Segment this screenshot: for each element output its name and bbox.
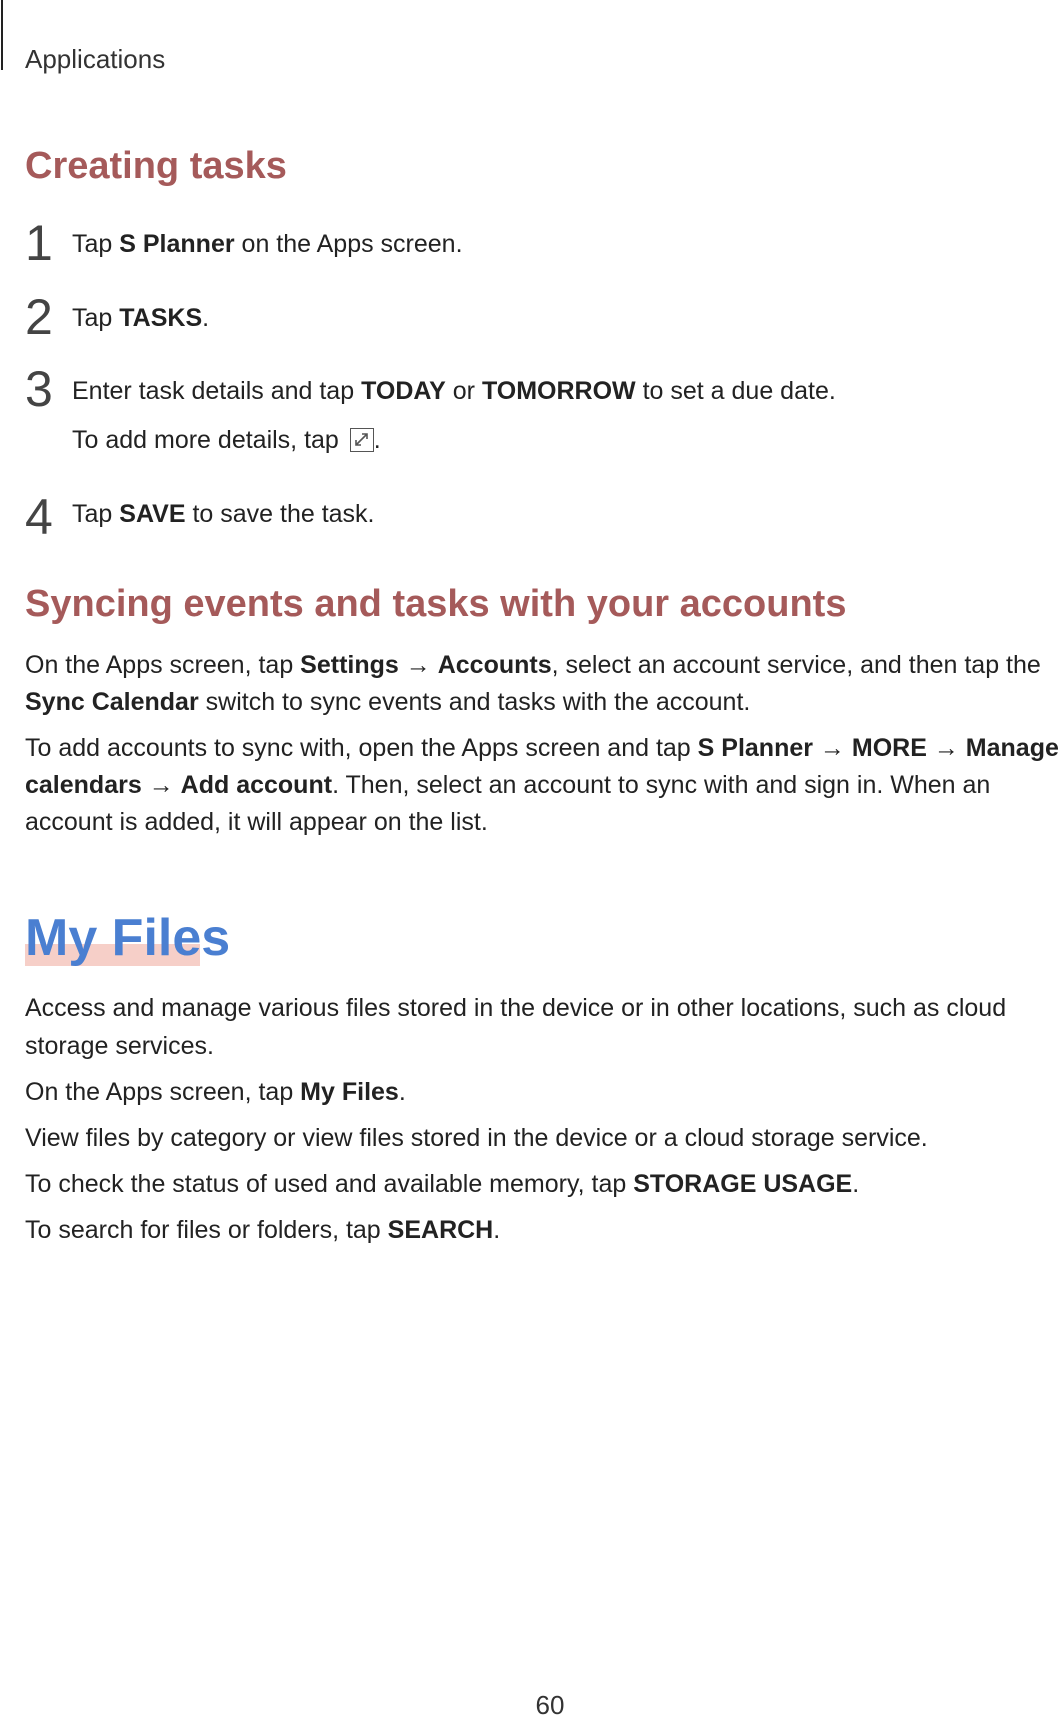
my-files-paragraph-5: To search for files or folders, tap SEARCH. — [25, 1216, 501, 1244]
step-text: Tap S Planner on the Apps screen. — [72, 230, 463, 258]
my-files-paragraph-1: Access and manage various files stored in the device or in other locations, such as cloud — [25, 994, 1007, 1022]
syncing-paragraph-2-cont: calendars → Add account. Then, select an account to sync with and sign in. When an — [25, 771, 991, 799]
my-files-paragraph-1-cont: storage services. — [25, 1032, 214, 1060]
page-number: 60 — [535, 1690, 565, 1720]
syncing-paragraph-2: To add accounts to sync with, open the Apps screen and tap S Planner → MORE → Manage — [25, 734, 1059, 762]
step-number: 4 — [25, 489, 53, 545]
my-files-paragraph-2: On the Apps screen, tap My Files. — [25, 1078, 406, 1106]
my-files-heading: My Files — [25, 909, 231, 967]
my-files-paragraph-4: To check the status of used and available memory, tap STORAGE USAGE. — [25, 1170, 860, 1198]
syncing-heading: Syncing events and tasks with your accounts — [25, 583, 847, 625]
section-header: Applications — [25, 44, 166, 74]
step-text: Enter task details and tap TODAY or TOMORROW to set a due date. — [72, 377, 836, 405]
step-number: 2 — [25, 289, 53, 345]
step-text: Tap TASKS. — [72, 304, 210, 332]
step-subtext: To add more details, tap . — [72, 426, 381, 454]
syncing-paragraph-1: On the Apps screen, tap Settings → Accounts, select an account service, and then tap the — [25, 651, 1041, 679]
step-number: 1 — [25, 215, 53, 271]
expand-icon — [350, 428, 374, 452]
step-text: Tap SAVE to save the task. — [72, 500, 375, 528]
syncing-paragraph-2-end: account is added, it will appear on the list. — [25, 808, 488, 836]
margin-rule — [1, 0, 3, 70]
creating-tasks-heading: Creating tasks — [25, 145, 287, 187]
my-files-paragraph-3: View files by category or view files stored in the device or a cloud storage service. — [25, 1124, 928, 1152]
step-number: 3 — [25, 361, 53, 417]
syncing-paragraph-1-cont: Sync Calendar switch to sync events and tasks with the account. — [25, 688, 751, 716]
